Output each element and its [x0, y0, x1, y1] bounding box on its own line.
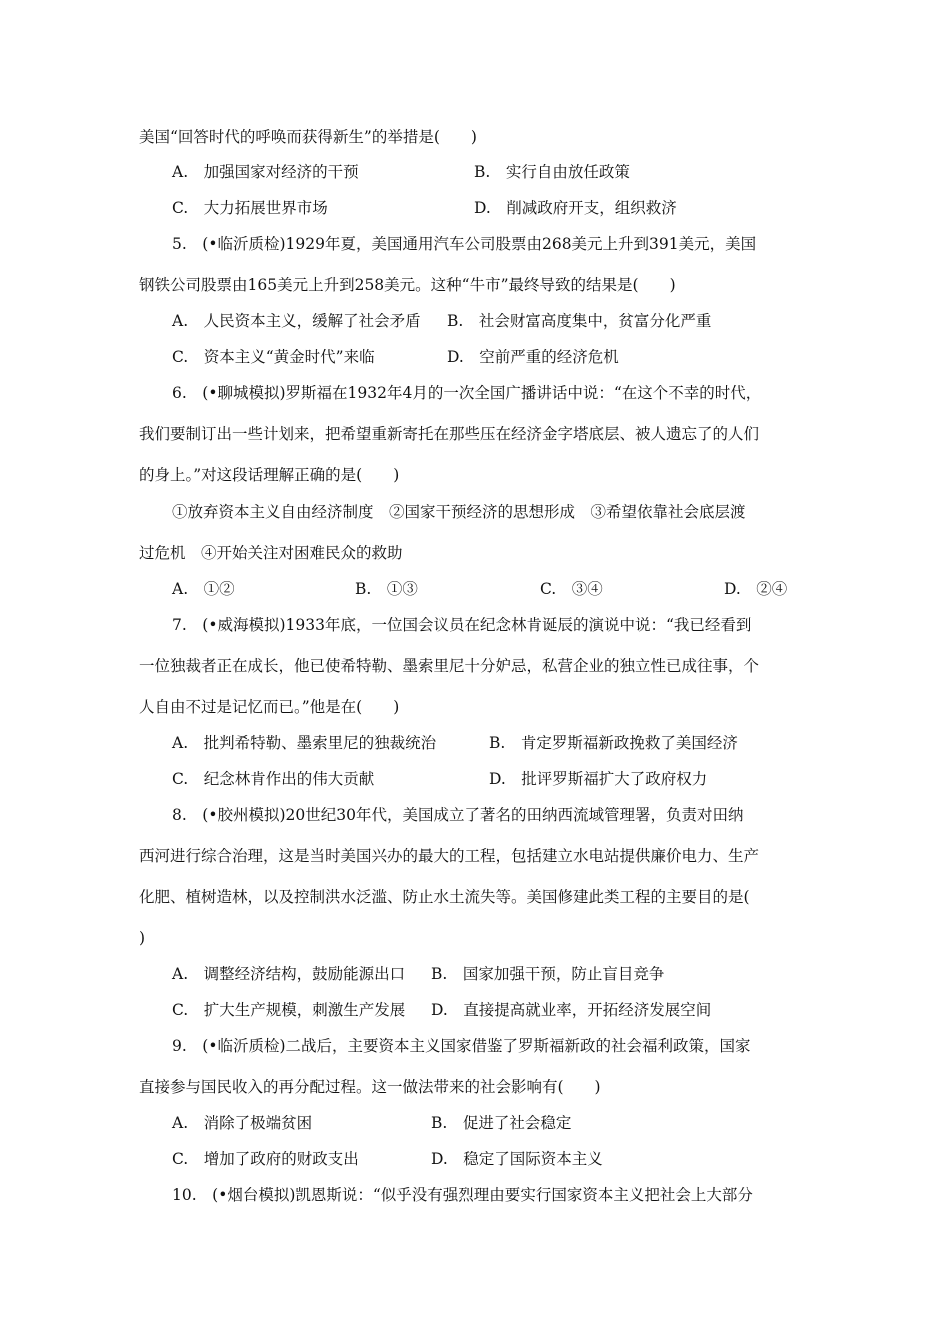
- question-8-line-2: 西河进行综合治理，这是当时美国兴办的最大的工程，包括建立水电站提供廉价电力、生产: [139, 847, 760, 865]
- question-5-line-1: 5. (•临沂质检)1929年夏，美国通用汽车公司股票由268美元上升到391美元，美国: [172, 235, 757, 253]
- question-5-option-b: B. 社会财富高度集中，贫富分化严重: [447, 312, 712, 330]
- question-5-option-d: D. 空前严重的经济危机: [447, 348, 619, 366]
- question-8-option-c: C. 扩大生产规模，刺激生产发展: [172, 1001, 406, 1019]
- question-5-option-c: C. 资本主义“黄金时代”来临: [172, 348, 375, 366]
- question-8-line-1: 8. (•胶州模拟)20世纪30年代，美国成立了著名的田纳西流域管理署，负责对田纳: [172, 806, 744, 824]
- question-4-stem-end: 美国“回答时代的呼唤而获得新生”的举措是( ): [139, 128, 477, 146]
- question-4-option-c: C. 大力拓展世界市场: [172, 199, 328, 217]
- question-9-line-2: 直接参与国民收入的再分配过程。这一做法带来的社会影响有( ): [139, 1078, 601, 1096]
- question-6-statements-1: ①放弃资本主义自由经济制度 ②国家干预经济的思想形成 ③希望依靠社会底层渡: [172, 503, 746, 521]
- question-7-option-b: B. 肯定罗斯福新政挽救了美国经济: [489, 734, 738, 752]
- question-8-option-b: B. 国家加强干预，防止盲目竞争: [431, 965, 665, 983]
- question-7-line-2: 一位独裁者正在成长，他已使希特勒、墨索里尼十分妒忌，私营企业的独立性已成往事，个: [139, 657, 760, 675]
- question-10-line-1: 10. (•烟台模拟)凯恩斯说：“似乎没有强烈理由要实行国家资本主义把社会上大部分: [172, 1186, 753, 1204]
- question-6-statements-2: 过危机 ④开始关注对困难民众的救助: [139, 544, 403, 562]
- question-7-line-3: 人自由不过是记忆而已。”他是在( ): [139, 698, 400, 716]
- question-6-line-3: 的身上。”对这段话理解正确的是( ): [139, 466, 400, 484]
- question-7-line-1: 7. (•威海模拟)1933年底，一位国会议员在纪念林肯诞辰的演说中说：“我已经看到: [172, 616, 752, 634]
- question-9-option-a: A. 消除了极端贫困: [172, 1114, 313, 1132]
- question-8-option-a: A. 调整经济结构，鼓励能源出口: [172, 965, 406, 983]
- question-5-option-a: A. 人民资本主义，缓解了社会矛盾: [172, 312, 421, 330]
- question-6-line-2: 我们要制订出一些计划来，把希望重新寄托在那些压在经济金字塔底层、被人遗忘了的人们: [139, 425, 760, 443]
- question-8-line-3: 化肥、植树造林，以及控制洪水泛滥、防止水土流失等。美国修建此类工程的主要目的是(: [139, 888, 750, 906]
- question-6-option-d: D. ②④: [724, 580, 788, 598]
- question-8-line-4: ): [139, 929, 146, 947]
- question-7-option-c: C. 纪念林肯作出的伟大贡献: [172, 770, 375, 788]
- question-5-line-2: 钢铁公司股票由165美元上升到258美元。这种“牛市”最终导致的结果是( ): [139, 276, 676, 294]
- question-6-option-b: B. ①③: [355, 580, 418, 598]
- question-8-option-d: D. 直接提高就业率，开拓经济发展空间: [431, 1001, 712, 1019]
- question-6-line-1: 6. (•聊城模拟)罗斯福在1932年4月的一次全国广播讲话中说：“在这个不幸的时代，: [172, 384, 762, 402]
- question-9-option-d: D. 稳定了国际资本主义: [431, 1150, 603, 1168]
- question-6-option-c: C. ③④: [540, 580, 603, 598]
- question-6-option-a: A. ①②: [172, 580, 235, 598]
- question-4-option-d: D. 削减政府开支，组织救济: [474, 199, 677, 217]
- question-4-option-b: B. 实行自由放任政策: [474, 163, 630, 181]
- question-9-line-1: 9. (•临沂质检)二战后，主要资本主义国家借鉴了罗斯福新政的社会福利政策，国家: [172, 1037, 751, 1055]
- question-4-option-a: A. 加强国家对经济的干预: [172, 163, 359, 181]
- question-7-option-d: D. 批评罗斯福扩大了政府权力: [489, 770, 708, 788]
- question-7-option-a: A. 批判希特勒、墨索里尼的独裁统治: [172, 734, 437, 752]
- question-9-option-b: B. 促进了社会稳定: [431, 1114, 572, 1132]
- question-9-option-c: C. 增加了政府的财政支出: [172, 1150, 359, 1168]
